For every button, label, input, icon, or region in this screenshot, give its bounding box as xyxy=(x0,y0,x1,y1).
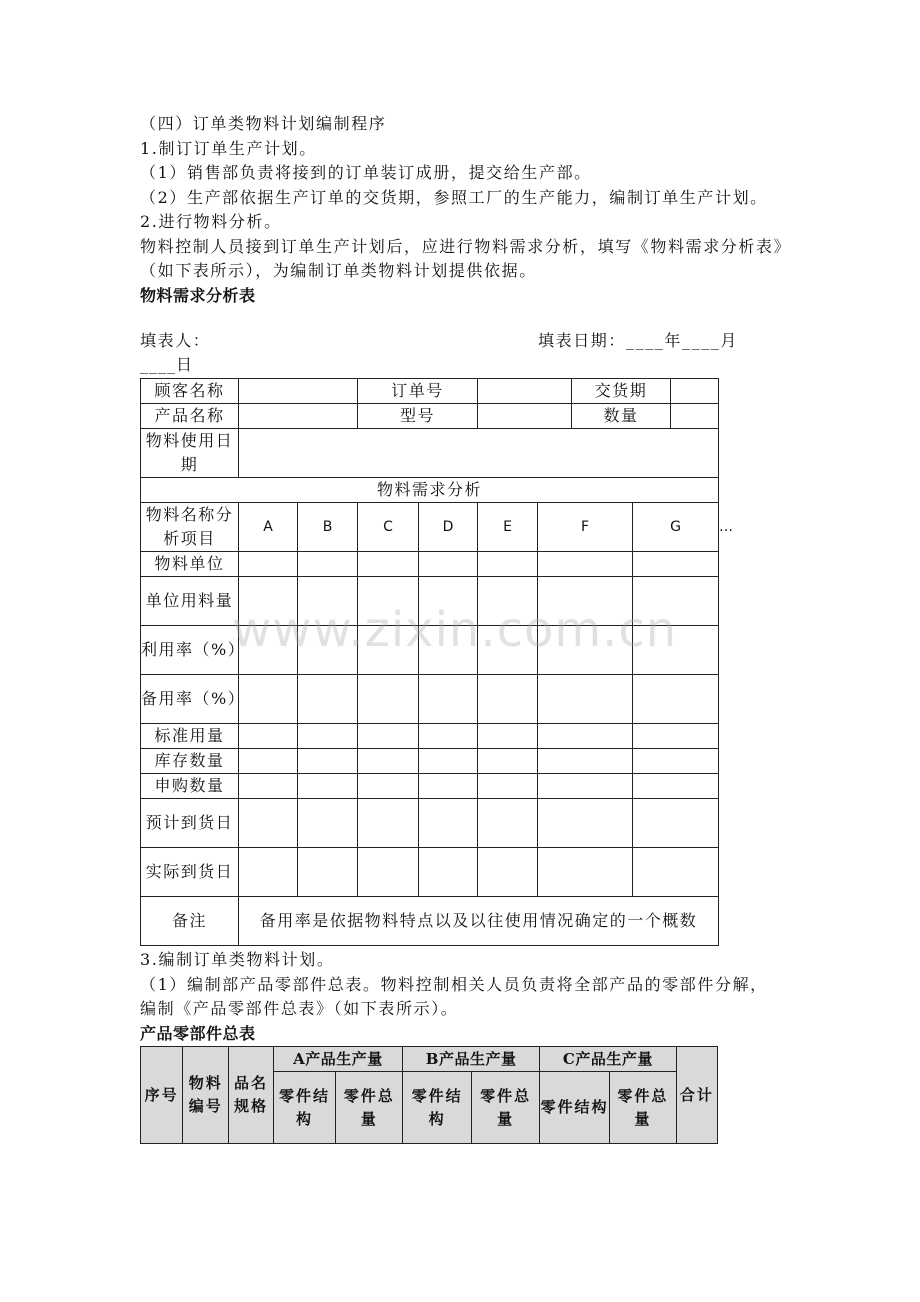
input-cell[interactable] xyxy=(538,749,633,774)
input-cell[interactable] xyxy=(358,675,419,724)
input-cell[interactable] xyxy=(419,675,478,724)
col-G: G xyxy=(633,503,719,552)
input-cell[interactable] xyxy=(358,774,419,799)
input-cell[interactable] xyxy=(419,577,478,626)
col-E: E xyxy=(478,503,538,552)
cell-usage-date-label: 物料使用日期 xyxy=(141,429,239,478)
table2-title: 产品零部件总表 xyxy=(140,1023,256,1043)
input-cell[interactable] xyxy=(633,774,719,799)
cell-product-label: 产品名称 xyxy=(141,404,239,429)
row-label: 标准用量 xyxy=(141,724,239,749)
table-row xyxy=(141,675,719,724)
cell-delivery-label: 交货期 xyxy=(572,379,671,404)
filler-line xyxy=(140,328,785,352)
group-a: A产品生产量 xyxy=(273,1047,403,1072)
input-cell[interactable] xyxy=(633,724,719,749)
input-cell[interactable] xyxy=(298,724,358,749)
header-label: 物料名称分析项目 xyxy=(141,503,239,552)
input-cell[interactable] xyxy=(419,626,478,675)
input-cell[interactable] xyxy=(538,675,633,724)
input-cell[interactable] xyxy=(419,774,478,799)
c-structure: 零件结构 xyxy=(540,1072,610,1144)
section-header: 物料需求分析 xyxy=(141,478,719,503)
input-cell[interactable] xyxy=(298,675,358,724)
col-spec: 品名规格 xyxy=(229,1047,273,1144)
c-total: 零件总量 xyxy=(609,1072,676,1144)
col-A: A xyxy=(239,503,298,552)
input-cell[interactable] xyxy=(298,552,358,577)
col-total: 合计 xyxy=(676,1047,717,1144)
table-row xyxy=(141,799,719,848)
table1-title: 物料需求分析表 xyxy=(140,285,256,305)
input-cell[interactable] xyxy=(239,774,298,799)
parts-summary-table xyxy=(140,1046,718,1144)
input-cell[interactable] xyxy=(239,675,298,724)
row-label: 实际到货日 xyxy=(141,848,239,897)
input-cell[interactable] xyxy=(478,552,538,577)
input-cell[interactable] xyxy=(298,626,358,675)
step-1: 1.制订订单生产计划。 xyxy=(140,138,317,158)
fill-date-day: ____日 xyxy=(140,355,194,374)
step-3: 3.编制订单类物料计划。 xyxy=(140,950,335,969)
input-cell[interactable] xyxy=(419,848,478,897)
cell-customer-value[interactable] xyxy=(239,379,358,404)
input-cell[interactable] xyxy=(538,626,633,675)
cell-product-value[interactable] xyxy=(239,404,358,429)
table-row xyxy=(141,626,719,675)
input-cell[interactable] xyxy=(239,749,298,774)
step-2: 2.进行物料分析。 xyxy=(140,212,282,231)
watermark: www.zixin.com.cn xyxy=(232,602,678,658)
row-label: 利用率（%） xyxy=(141,626,239,675)
input-cell[interactable] xyxy=(239,848,298,897)
input-cell[interactable] xyxy=(239,626,298,675)
cell-model-label: 型号 xyxy=(358,404,478,429)
row-label: 库存数量 xyxy=(141,749,239,774)
col-D: D xyxy=(419,503,478,552)
input-cell[interactable] xyxy=(298,799,358,848)
table-row xyxy=(141,577,719,626)
table-row xyxy=(141,774,719,799)
input-cell[interactable] xyxy=(298,577,358,626)
input-cell[interactable] xyxy=(538,577,633,626)
section-heading: （四）订单类物料计划编制程序 xyxy=(140,114,387,133)
step-1-item-1: （1）销售部负责将接到的订单装订成册，提交给生产部。 xyxy=(140,163,592,182)
col-C: C xyxy=(358,503,419,552)
cell-usage-date-value[interactable] xyxy=(239,429,719,478)
document-page xyxy=(140,112,785,1144)
cell-model-value[interactable] xyxy=(478,404,572,429)
input-cell[interactable] xyxy=(633,848,719,897)
cell-order-value[interactable] xyxy=(478,379,572,404)
step-3-item-1: （1）编制部产品零部件总表。物料控制相关人员负责将全部产品的零部件分解，编制《产品零部件总表》（如下表所示）。 xyxy=(140,974,768,1018)
input-cell[interactable] xyxy=(538,774,633,799)
input-cell[interactable] xyxy=(358,749,419,774)
input-cell[interactable] xyxy=(633,799,719,848)
input-cell[interactable] xyxy=(633,626,719,675)
col-seq: 序号 xyxy=(141,1047,183,1144)
input-cell[interactable] xyxy=(538,724,633,749)
input-cell[interactable] xyxy=(239,552,298,577)
col-F: F xyxy=(538,503,633,552)
table-row xyxy=(141,724,719,749)
col-code: 物料编号 xyxy=(183,1047,229,1144)
a-total: 零件总量 xyxy=(336,1072,403,1144)
input-cell[interactable] xyxy=(538,799,633,848)
a-structure: 零件结构 xyxy=(273,1072,336,1144)
material-demand-table: 顾客名称 订单号 交货期 产品名称 型号 数量 物料使用日期 物料需求分析 物料名称分析项目 A B C D E F G … 物料单位 单位用料量 利用率（%） 备用率（%） 标准用量 库存数量 申购数量 预计到货日 实际到货日 备注 备用率是依据物料特点以及以往使用情况确定的一个概数 xyxy=(140,378,719,946)
input-cell[interactable] xyxy=(358,626,419,675)
input-cell[interactable] xyxy=(239,577,298,626)
fill-date-label: 填表日期：____年____月 xyxy=(538,331,739,350)
cell-order-label: 订单号 xyxy=(358,379,478,404)
input-cell[interactable] xyxy=(419,724,478,749)
input-cell[interactable] xyxy=(298,848,358,897)
input-cell[interactable] xyxy=(538,848,633,897)
filler-label: 填表人： xyxy=(140,331,211,350)
remark-label: 备注 xyxy=(141,897,239,946)
input-cell[interactable] xyxy=(633,749,719,774)
input-cell[interactable] xyxy=(358,577,419,626)
input-cell[interactable] xyxy=(633,577,719,626)
input-cell[interactable] xyxy=(358,724,419,749)
input-cell[interactable] xyxy=(633,675,719,724)
input-cell[interactable] xyxy=(239,799,298,848)
step-2-desc: 物料控制人员接到订单生产计划后，应进行物料需求分析，填写《物料需求分析表》（如下表所示），为编制订单类物料计划提供依据。 xyxy=(140,236,784,280)
input-cell[interactable] xyxy=(419,749,478,774)
input-cell[interactable] xyxy=(298,749,358,774)
input-cell[interactable] xyxy=(298,774,358,799)
input-cell[interactable] xyxy=(633,552,719,577)
input-cell[interactable] xyxy=(358,799,419,848)
row-label: 物料单位 xyxy=(141,552,239,577)
remark-text: 备用率是依据物料特点以及以往使用情况确定的一个概数 xyxy=(239,897,719,946)
input-cell[interactable] xyxy=(239,724,298,749)
cell-quantity-value[interactable] xyxy=(671,404,719,429)
cell-quantity-label: 数量 xyxy=(572,404,671,429)
input-cell[interactable] xyxy=(358,848,419,897)
table-row xyxy=(141,848,719,897)
cell-delivery-value[interactable] xyxy=(671,379,719,404)
input-cell[interactable] xyxy=(419,799,478,848)
input-cell[interactable] xyxy=(478,577,538,626)
table-row xyxy=(141,552,719,577)
input-cell[interactable] xyxy=(358,552,419,577)
row-label: 单位用料量 xyxy=(141,577,239,626)
row-label: 预计到货日 xyxy=(141,799,239,848)
b-total: 零件总量 xyxy=(472,1072,540,1144)
input-cell[interactable] xyxy=(419,552,478,577)
row-label: 申购数量 xyxy=(141,774,239,799)
input-cell[interactable] xyxy=(478,675,538,724)
step-1-item-2: （2）生产部依据生产订单的交货期，参照工厂的生产能力，编制订单生产计划。 xyxy=(140,187,768,207)
input-cell[interactable] xyxy=(478,749,538,774)
input-cell[interactable] xyxy=(478,774,538,799)
input-cell[interactable] xyxy=(478,799,538,848)
input-cell[interactable] xyxy=(478,848,538,897)
row-label: 备用率（%） xyxy=(141,675,239,724)
col-B: B xyxy=(298,503,358,552)
input-cell[interactable] xyxy=(478,724,538,749)
input-cell[interactable] xyxy=(478,626,538,675)
group-b: B产品生产量 xyxy=(403,1047,540,1072)
table-row xyxy=(141,749,719,774)
group-c: C产品生产量 xyxy=(540,1047,677,1072)
b-structure: 零件结构 xyxy=(403,1072,472,1144)
cell-customer-label: 顾客名称 xyxy=(141,379,239,404)
input-cell[interactable] xyxy=(538,552,633,577)
